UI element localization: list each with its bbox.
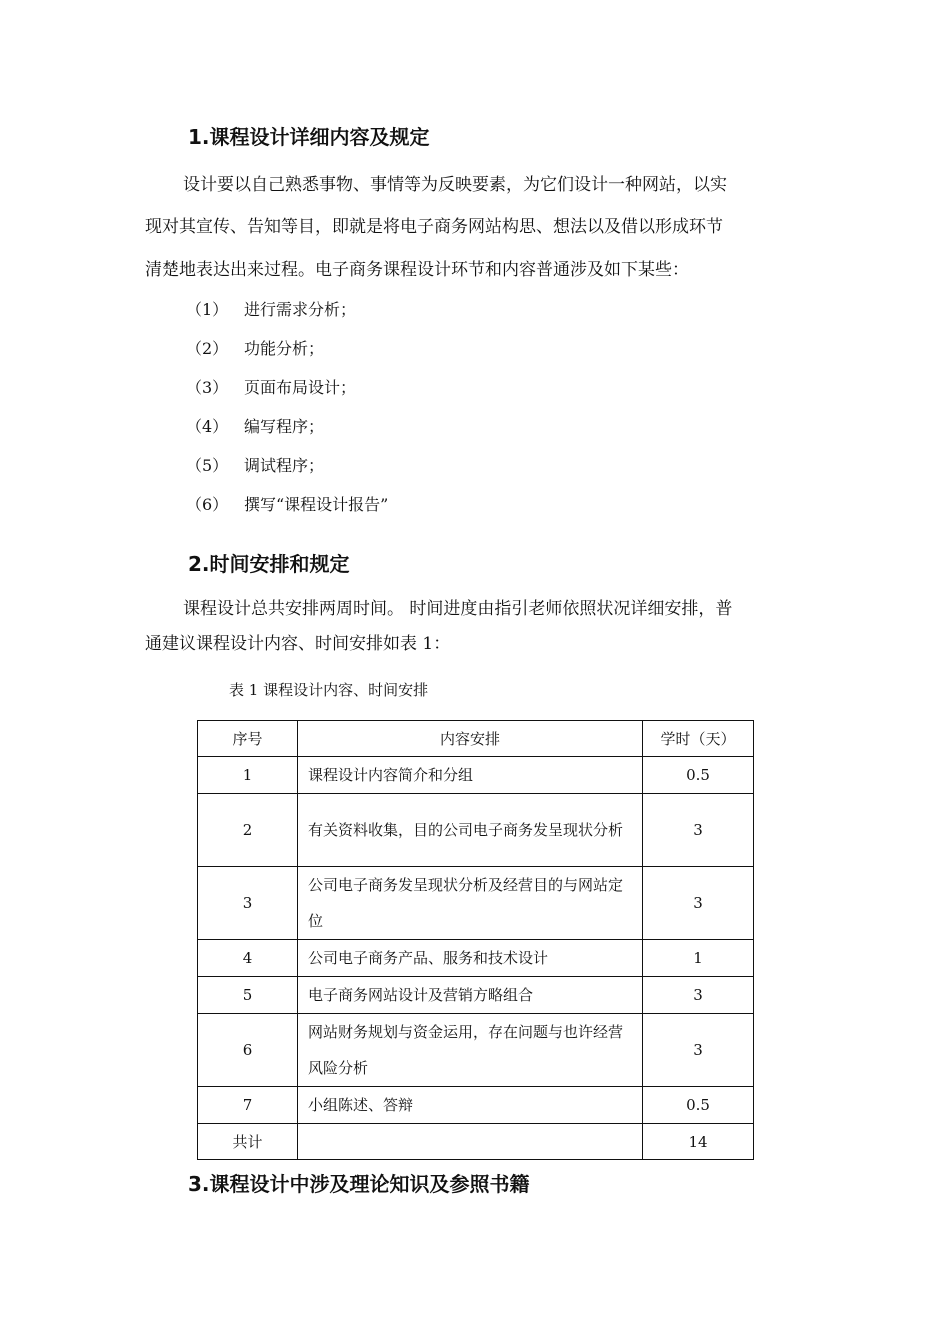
cell-no: 4	[198, 940, 298, 977]
section1-para-line-1: 设计要以自己熟悉事物、事情等为反映要素，为它们设计一种网站，以实	[183, 175, 727, 195]
cell-hours: 3	[643, 977, 754, 1014]
cell-hours: 0.5	[643, 1087, 754, 1124]
list-item-text: 进行需求分析；	[244, 300, 357, 319]
table-row	[198, 794, 754, 867]
table-header-row	[198, 721, 754, 757]
cell-content: 课程设计内容简介和分组	[298, 757, 643, 794]
cell-content: 公司电子商务产品、服务和技术设计	[298, 940, 643, 977]
list-item	[186, 377, 356, 399]
cell-content: 有关资料收集，目的公司电子商务发呈现状分析	[298, 794, 643, 867]
cell-hours: 3	[643, 794, 754, 867]
cell-no: 1	[198, 757, 298, 794]
cell-hours: 1	[643, 940, 754, 977]
list-item-text: 页面布局设计；	[244, 378, 357, 397]
cell-content: 小组陈述、答辩	[298, 1087, 643, 1124]
list-item	[186, 494, 388, 516]
table-row	[198, 757, 754, 794]
list-item-text: 调试程序；	[244, 456, 325, 475]
section2-para-line-2: 通建议课程设计内容、时间安排如表 1：	[145, 634, 451, 654]
table-row	[198, 867, 754, 940]
table-row	[198, 1087, 754, 1124]
list-item-text: 编写程序；	[244, 417, 325, 436]
list-item-number: （1）	[186, 300, 229, 319]
table-caption: 表 1 课程设计内容、时间安排	[229, 681, 429, 699]
section1-para-line-2: 现对其宣传、告知等目，即就是将电子商务网站构思、想法以及借以形成环节	[145, 217, 723, 237]
cell-total-hours: 14	[643, 1124, 754, 1160]
list-item-number: （4）	[186, 417, 229, 436]
section2-heading: 2.时间安排和规定	[188, 552, 350, 576]
cell-total-label: 共计	[198, 1124, 298, 1160]
header-cell-hours: 学时（天）	[643, 721, 754, 757]
list-item	[186, 455, 324, 477]
section1-para-line-3: 清楚地表达出来过程。电子商务课程设计环节和内容普通涉及如下某些：	[145, 260, 689, 280]
section3-heading: 3.课程设计中涉及理论知识及参照书籍	[188, 1172, 530, 1196]
list-item-number: （6）	[186, 495, 229, 514]
cell-content	[298, 1124, 643, 1160]
cell-no: 2	[198, 794, 298, 867]
cell-no: 5	[198, 977, 298, 1014]
list-item	[186, 338, 324, 360]
list-item	[186, 416, 324, 438]
table-row	[198, 1014, 754, 1087]
cell-content: 公司电子商务发呈现状分析及经营目的与网站定位	[298, 867, 643, 940]
table-row	[198, 977, 754, 1014]
list-item-number: （5）	[186, 456, 229, 475]
table-row	[198, 940, 754, 977]
cell-no: 7	[198, 1087, 298, 1124]
cell-hours: 0.5	[643, 757, 754, 794]
schedule-table	[197, 720, 754, 1160]
list-item-text: 功能分析；	[244, 339, 325, 358]
section1-heading: 1.课程设计详细内容及规定	[188, 125, 430, 149]
cell-hours: 3	[643, 867, 754, 940]
list-item-number: （2）	[186, 339, 229, 358]
list-item-number: （3）	[186, 378, 229, 397]
header-cell-content: 内容安排	[298, 721, 643, 757]
cell-no: 6	[198, 1014, 298, 1087]
cell-content: 网站财务规划与资金运用，存在问题与也许经营风险分析	[298, 1014, 643, 1087]
cell-no: 3	[198, 867, 298, 940]
list-item	[186, 299, 356, 321]
section2-para-line-1: 课程设计总共安排两周时间。 时间进度由指引老师依照状况详细安排，普	[183, 599, 733, 619]
list-item-text: 撰写“课程设计报告”	[244, 495, 389, 514]
table-total-row	[198, 1124, 754, 1160]
cell-hours: 3	[643, 1014, 754, 1087]
cell-content: 电子商务网站设计及营销方略组合	[298, 977, 643, 1014]
header-cell-no: 序号	[198, 721, 298, 757]
